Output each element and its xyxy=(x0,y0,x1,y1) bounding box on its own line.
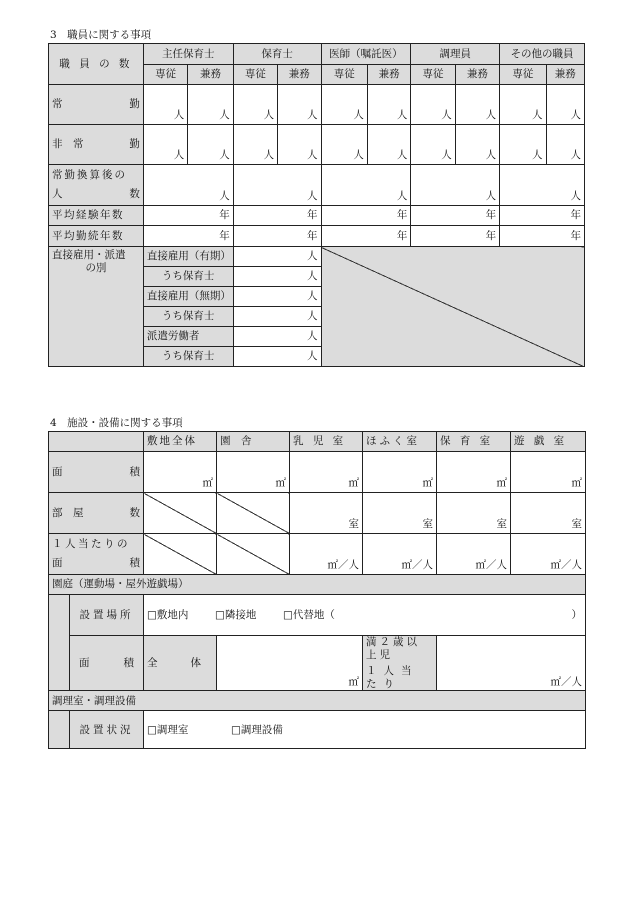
area-cell[interactable]: ㎡ xyxy=(437,452,511,493)
employment-count-cell[interactable]: 人 xyxy=(233,347,321,367)
row-label-rooms: 部 屋 数 xyxy=(49,493,144,534)
years-cell[interactable]: 年 xyxy=(500,206,585,226)
count-cell[interactable]: 人 xyxy=(367,85,410,125)
years-cell[interactable]: 年 xyxy=(411,226,500,247)
employment-sub-nursery: うち保育士 xyxy=(143,307,233,327)
row-label-employment: 直接雇用・派遣 の別 xyxy=(49,247,144,367)
parttime-row xyxy=(49,125,585,165)
diagonal-blank-cell xyxy=(144,493,217,534)
option-on-site[interactable]: □敷地内 xyxy=(147,608,189,621)
area-cell[interactable]: ㎡ xyxy=(511,452,586,493)
sub-head-concurrent: 兼務 xyxy=(278,65,321,85)
row-label-tenure: 平均勤続年数 xyxy=(49,226,144,247)
sub-head-concurrent: 兼務 xyxy=(367,65,410,85)
diagonal-blank-cell xyxy=(144,534,217,575)
count-cell[interactable]: 人 xyxy=(546,125,584,165)
sub-head-fulltime: 専従 xyxy=(143,65,187,85)
sub-head-concurrent: 兼務 xyxy=(455,65,499,85)
yard-whole-label: 全 体 xyxy=(144,636,217,691)
per-person-cell[interactable]: ㎡／人 xyxy=(437,534,511,575)
employment-fixed-term: 直接雇用（有期） xyxy=(143,247,233,267)
years-cell[interactable]: 年 xyxy=(233,226,321,247)
area-cell[interactable]: ㎡ xyxy=(290,452,363,493)
per-person-cell[interactable]: ㎡／人 xyxy=(363,534,437,575)
kitchen-options xyxy=(144,711,586,749)
kitchen-header: 調理室・調理設備 xyxy=(49,691,586,711)
col-head-nursery-room: 保 育 室 xyxy=(437,432,511,452)
count-cell[interactable]: 人 xyxy=(411,125,455,165)
fulltime-row xyxy=(49,85,585,125)
sub-head-fulltime: 専従 xyxy=(321,65,367,85)
years-cell[interactable]: 年 xyxy=(321,206,411,226)
count-cell[interactable]: 人 xyxy=(546,85,584,125)
staff-table xyxy=(48,43,585,367)
rooms-cell[interactable]: 室 xyxy=(437,493,511,534)
count-cell[interactable]: 人 xyxy=(188,125,233,165)
facility-table xyxy=(48,431,586,749)
area-cell[interactable]: ㎡ xyxy=(217,452,290,493)
count-cell[interactable]: 人 xyxy=(278,125,321,165)
col-head-site: 敷地全体 xyxy=(144,432,217,452)
employment-count-cell[interactable]: 人 xyxy=(233,307,321,327)
years-cell[interactable]: 年 xyxy=(233,206,321,226)
employment-count-cell[interactable]: 人 xyxy=(233,247,321,267)
col-head-nursery: 保育士 xyxy=(233,44,321,65)
diagonal-blank-cell xyxy=(217,534,290,575)
option-kitchen-room[interactable]: □調理室 xyxy=(147,723,189,736)
kitchen-status-label: 設置状況 xyxy=(70,711,144,749)
employment-permanent: 直接雇用（無期） xyxy=(143,287,233,307)
count-cell[interactable]: 人 xyxy=(321,125,367,165)
col-head-other: その他の職員 xyxy=(500,44,585,65)
fte-cell[interactable]: 人 xyxy=(321,165,411,206)
area-cell[interactable]: ㎡ xyxy=(144,452,217,493)
col-head-chief-nursery: 主任保育士 xyxy=(143,44,233,65)
sub-head-fulltime: 専従 xyxy=(233,65,277,85)
per-person-cell[interactable]: ㎡／人 xyxy=(290,534,363,575)
count-cell[interactable]: 人 xyxy=(143,125,187,165)
employment-count-cell[interactable]: 人 xyxy=(233,287,321,307)
col-head-infant-room: 乳 児 室 xyxy=(290,432,363,452)
employment-count-cell[interactable]: 人 xyxy=(233,327,321,347)
yard-per-person-cell[interactable]: ㎡／人 xyxy=(437,636,586,691)
row-label-parttime: 非 常 勤 xyxy=(49,125,144,165)
years-cell[interactable]: 年 xyxy=(143,206,233,226)
diagonal-blank-cell xyxy=(321,247,585,367)
years-cell[interactable]: 年 xyxy=(321,226,411,247)
tenure-row xyxy=(49,226,585,247)
col-head-crawling-room: ほふく室 xyxy=(363,432,437,452)
fte-row xyxy=(49,165,585,206)
count-cell[interactable]: 人 xyxy=(278,85,321,125)
row-label-fte: 常勤換算後の 人 数 xyxy=(49,165,144,206)
yard-area-cell[interactable]: ㎡ xyxy=(217,636,363,691)
row-label-experience: 平均経験年数 xyxy=(49,206,144,226)
col-head-building: 園 舎 xyxy=(217,432,290,452)
count-cell[interactable]: 人 xyxy=(367,125,410,165)
employment-dispatched: 派遣労働者 xyxy=(143,327,233,347)
option-adjacent[interactable]: □隣接地 xyxy=(215,608,257,621)
count-cell[interactable]: 人 xyxy=(143,85,187,125)
staff-count-header: 職 員 の 数 xyxy=(49,44,144,85)
section3-title: 3 職員に関する事項 xyxy=(50,29,152,41)
facility-corner xyxy=(49,432,144,452)
rooms-cell[interactable]: 室 xyxy=(363,493,437,534)
yard-header: 園庭（運動場・屋外遊戯場） xyxy=(49,575,586,595)
years-cell[interactable]: 年 xyxy=(143,226,233,247)
row-label-area: 面 積 xyxy=(49,452,144,493)
years-cell[interactable]: 年 xyxy=(500,226,585,247)
row-label-fulltime: 常 勤 xyxy=(49,85,144,125)
yard-age-label: 満２歳以上児 １人当たり xyxy=(363,636,437,691)
count-cell[interactable]: 人 xyxy=(411,85,455,125)
col-head-play-room: 遊 戯 室 xyxy=(511,432,586,452)
count-cell[interactable]: 人 xyxy=(188,85,233,125)
experience-row xyxy=(49,206,585,226)
count-cell[interactable]: 人 xyxy=(233,85,277,125)
count-cell[interactable]: 人 xyxy=(455,125,499,165)
per-person-row xyxy=(49,534,586,575)
count-cell[interactable]: 人 xyxy=(321,85,367,125)
rooms-cell[interactable]: 室 xyxy=(290,493,363,534)
col-head-cook: 調理員 xyxy=(411,44,500,65)
count-cell[interactable]: 人 xyxy=(500,125,546,165)
close-paren: ） xyxy=(571,608,582,621)
count-cell[interactable]: 人 xyxy=(233,125,277,165)
col-head-doctor: 医師（嘱託医） xyxy=(321,44,411,65)
employment-sub-nursery: うち保育士 xyxy=(143,267,233,287)
per-person-cell[interactable]: ㎡／人 xyxy=(511,534,586,575)
employment-sub-nursery: うち保育士 xyxy=(143,347,233,367)
option-kitchen-equipment[interactable]: □調理設備 xyxy=(231,723,283,736)
count-cell[interactable]: 人 xyxy=(500,85,546,125)
yard-indent xyxy=(49,595,70,691)
rooms-cell[interactable]: 室 xyxy=(511,493,586,534)
option-alternative[interactable]: □代替地（ xyxy=(283,608,335,621)
years-cell[interactable]: 年 xyxy=(411,206,500,226)
sub-head-fulltime: 専従 xyxy=(411,65,455,85)
yard-location-label: 設置場所 xyxy=(70,595,144,636)
yard-area-label: 面 積 xyxy=(70,636,144,691)
fte-cell[interactable]: 人 xyxy=(143,165,233,206)
kitchen-indent xyxy=(49,711,70,749)
fte-cell[interactable]: 人 xyxy=(411,165,500,206)
diagonal-blank-cell xyxy=(217,493,290,534)
count-cell[interactable]: 人 xyxy=(455,85,499,125)
employment-count-cell[interactable]: 人 xyxy=(233,267,321,287)
sub-head-fulltime: 専従 xyxy=(500,65,546,85)
sub-head-concurrent: 兼務 xyxy=(188,65,233,85)
area-cell[interactable]: ㎡ xyxy=(363,452,437,493)
sub-head-concurrent: 兼務 xyxy=(546,65,584,85)
fte-cell[interactable]: 人 xyxy=(233,165,321,206)
area-row xyxy=(49,452,586,493)
fte-cell[interactable]: 人 xyxy=(500,165,585,206)
row-label-per-person: １人当たりの 面 積 xyxy=(49,534,144,575)
yard-location-options xyxy=(144,595,586,636)
section4-title: 4 施設・設備に関する事項 xyxy=(50,417,183,429)
rooms-row xyxy=(49,493,586,534)
